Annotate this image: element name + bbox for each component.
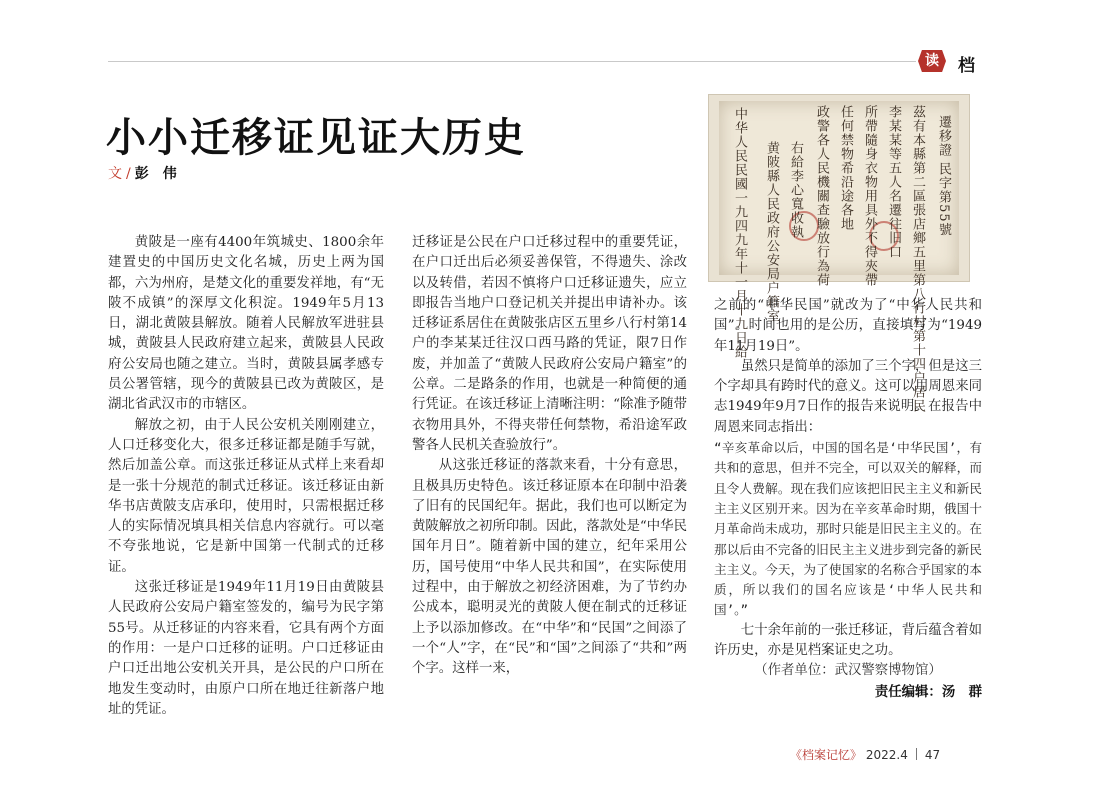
- paragraph: 之前的“中华民国”就改为了“中华人民共和国”。时间也用的是公历，直接填写为“1949年11月19日”。: [714, 298, 982, 354]
- certificate-text-line: 政警各人民機關查驗放行為荷: [814, 105, 829, 287]
- certificate-text-line: 右給李心寬收執: [788, 141, 803, 239]
- issue-number: 2022.4: [865, 748, 908, 762]
- zhou-enlai-quote: “辛亥革命以后，中国的国名是‘中华民国’，有共和的意思，但并不完全，可以双关的解释，而且令人费解。现在我们应该把旧民主主义和新民主主义区别开来。因为在辛亥革命时期，俄国十月革命尚未成功，那时只能是旧民主主义的。在那以后由不完备的旧民主主义进步到完备的新民主主义。今天，为了使国家的名称合乎国家的本质，所以我们的国名应该是‘中华人民共和国’。”: [714, 440, 982, 618]
- page-footer: [790, 746, 940, 763]
- footer-divider: [916, 748, 917, 760]
- text-column-3: [714, 296, 982, 702]
- author-name: 彭伟: [134, 166, 191, 182]
- paragraph: 虽然只是简单的添加了三个字，但是这三个字却具有跨时代的意义。这可以用周恩来同志1949年9月7日作的报告来说明。在报告中周恩来同志指出：: [714, 358, 982, 435]
- certificate-text-line: 茲有本縣第二區張店鄉五里第八行村第十四户居民: [910, 105, 925, 413]
- author-unit: （作者单位：武汉警察博物馆）: [754, 663, 942, 679]
- paragraph: 这张迁移证是1949年11月19日由黄陂县人民政府公安局户籍室签发的，编号为民字第55号。从迁移证的内容来看，它具有两个方面的作用：一是户口迁移的证明。户口迁移证由户口迁出地公安机关开具，是公民的户口所在地发生变动时，由原户口所在地迁往新落户地址的凭证。: [108, 580, 384, 717]
- responsible-editor: 责任编辑：汤 群: [874, 683, 982, 700]
- byline-slash: /: [126, 166, 131, 182]
- article-title: 小小迁移证见证大历史: [106, 114, 526, 161]
- certificate-text-line: 中华人民民國一九四九年十一月十九日給: [732, 107, 747, 359]
- magazine-name: 《档案记忆》: [790, 748, 863, 762]
- paragraph: 黄陂是一座有4400年筑城史、1800余年建置史的中国历史文化名城，历史上两为国都，六为州府，是楚文化的重要发祥地，有“无陂不成镇”的深厚文化积淀。1949年5月13日，湖北黄陂县解放。随着人民解放军进驻县城，黄陂县人民政府建立起来，黄陂县人民政府公安局也随之建立。当时，黄陂县属孝感专员公署管辖，现今的黄陂县已改为黄陂区，是湖北省武汉市的市辖区。: [108, 235, 384, 413]
- paragraph: 解放之初，由于人民公安机关刚刚建立，人口迁移变化大，很多迁移证都是随手写就，然后加盖公章。而这张迁移证从式样上来看却是一张十分规范的制式迁移证。该迁移证由新华书店黄陂支店承印，使用时，只需根据迁移人的实际情况填具相关信息内容就行。可以毫不夸张地说，它是新中国第一代制式的迁移证。: [108, 417, 384, 575]
- text-column-1: [108, 233, 384, 720]
- page-number: 47: [924, 748, 941, 762]
- byline: [108, 165, 191, 183]
- section-tag-char: 档: [958, 56, 975, 76]
- certificate-text-line: 遷移證 民字第55號: [936, 115, 951, 237]
- text-column-2: [412, 233, 687, 680]
- paragraph: 七十余年前的一张迁移证，背后蕴含着如许历史，亦是见档案证史之功。: [714, 622, 982, 659]
- certificate-text-line: 李某某等五人名遷往旧口: [886, 105, 901, 259]
- certificate-text-line: 黄陂縣人民政府公安局户籍室: [764, 141, 779, 323]
- certificate-text-line: 所帶隨身衣物用具外不得夾帶: [862, 105, 877, 287]
- paragraph: 迁移证是公民在户口迁移过程中的重要凭证，在户口迁出后必须妥善保管，不得遗失、涂改以及转借，若因不慎将户口迁移证遗失，应立即报告当地户口登记机关并提出申请补办。该迁移证系居住在黄陂张店区五里乡八行村第14户的李某某迁往汉口西马路的凭证，限7日作废，并加盖了“黄陂人民政府公安局户籍室”的公章。二是路条的作用，也就是一种简便的通行凭证。在该迁移证上清晰注明：“除准予随带衣物用具外，不得夹带任何禁物，希沿途军政警各人民机关查验放行”。: [412, 235, 687, 453]
- section-stamp-char: 读: [925, 53, 939, 69]
- byline-prefix: 文: [108, 166, 122, 182]
- section-tag: [918, 50, 982, 76]
- paragraph: 从这张迁移证的落款来看，十分有意思，且极具历史特色。该迁移证原本在印制中沿袭了旧有的民国纪年。据此，我们也可以断定为黄陂解放之初所印制。因此，落款处是“中华民国年月日”。随着新中国的建立，纪年采用公历，国号使用“中华人民共和国”，在实际使用过程中，由于解放之初经济困难，为了节约办公成本，聪明灵光的黄陂人便在制式的迁移证上予以添加修改。在“中华”和“民国”之间添了一个“人”字，在“民”和“国”之间添了“共和”两个字。这样一来，: [412, 458, 687, 677]
- header-rule: [108, 61, 916, 62]
- certificate-text-line: 任何禁物希沿途各地: [838, 105, 853, 231]
